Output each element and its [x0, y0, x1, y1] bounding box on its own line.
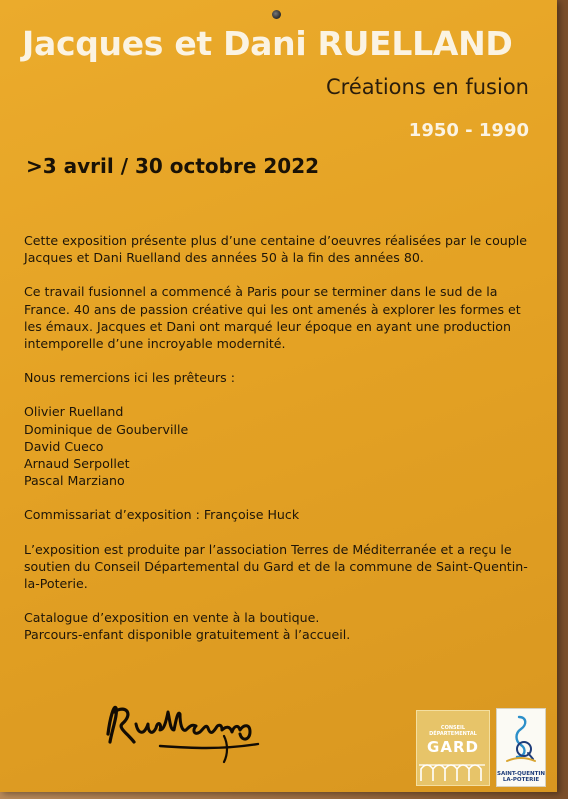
- aqueduct-arches-icon: [417, 759, 489, 783]
- lender-item: Olivier Ruelland: [24, 404, 124, 420]
- lender-item: David Cueco: [24, 438, 104, 454]
- sq-logo-line1: SAINT-QUENTIN: [497, 771, 545, 777]
- gard-department-logo: [416, 710, 490, 786]
- gard-logo-line2: DÉPARTEMENTAL: [429, 731, 477, 737]
- lender-item: Pascal Marziano: [24, 473, 125, 489]
- lender-item: Dominique de Gouberville: [24, 421, 189, 437]
- history-paragraph: Ce travail fusionnel a commencé à Paris pour se terminer dans le sud de la France. 40 ans de passion créative qui les ont amenés à explorer les formes et les émaux. Jacques et Dani ont marqué leur époque en ayant une production intemporelle d’une incroyable modernité.: [24, 284, 521, 352]
- saint-quentin-la-poterie-logo: [496, 708, 546, 787]
- production-paragraph: L’exposition est produite par l’association Terres de Méditerranée et a reçu le soutien du Conseil Départemental du Gard et de la commune de Saint-Quentin-la-Poterie.: [24, 541, 528, 592]
- poster-subtitle: Créations en fusion: [325, 75, 529, 99]
- thanks-heading: Nous remercions ici les prêteurs :: [24, 370, 235, 386]
- kids-trail-note: Parcours-enfant disponible gratuitement à l’accueil.: [24, 627, 351, 643]
- curator-line: Commissariat d’exposition : Françoise Huck: [24, 507, 300, 523]
- mounting-screw: [272, 10, 281, 19]
- exhibition-dates: >3 avril / 30 octobre 2022: [26, 154, 320, 178]
- ruelland-signature: [100, 690, 270, 770]
- poster-title: Jacques et Dani RUELLAND: [22, 24, 513, 63]
- poster-body: [24, 232, 536, 644]
- sq-monogram-icon: [497, 711, 545, 767]
- catalogue-note: Catalogue d’exposition en vente à la boutique.: [24, 610, 320, 626]
- gard-logo-line1: CONSEIL: [440, 725, 466, 731]
- lender-item: Arnaud Serpollet: [24, 456, 130, 472]
- sq-logo-line2: LA-POTERIE: [502, 777, 540, 783]
- poster-years: 1950 - 1990: [408, 120, 529, 141]
- gard-logo-name: GARD: [427, 738, 479, 756]
- lenders-list: [24, 403, 536, 489]
- intro-paragraph: Cette exposition présente plus d’une centaine d’oeuvres réalisées par le couple Jacques et Dani Ruelland des années 50 à la fin des années 80.: [24, 233, 528, 266]
